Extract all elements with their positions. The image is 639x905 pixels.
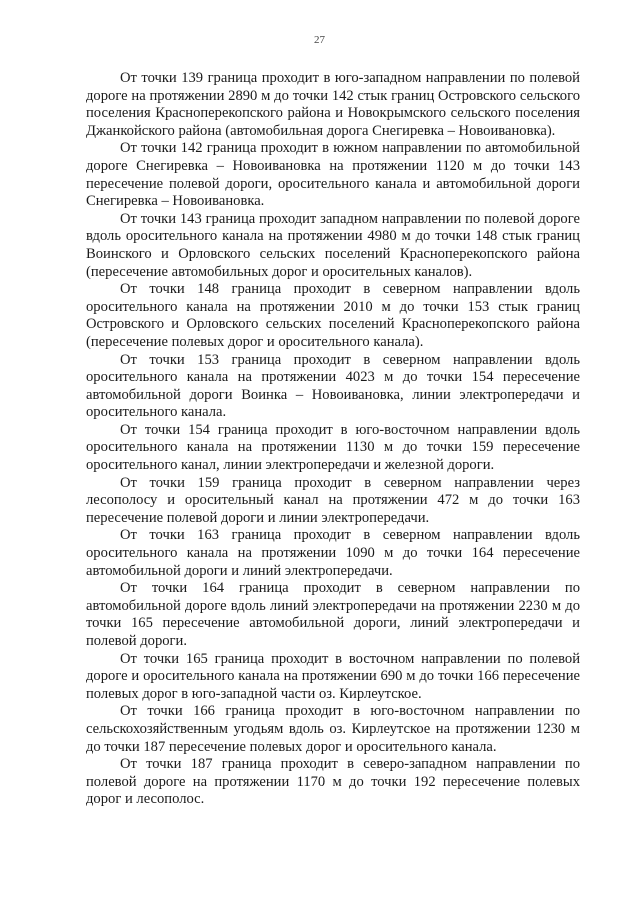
paragraph-7: От точки 159 граница проходит в северном направлении через лесополосу и оросительный канал на протяжении 472 м до точки 163 пересечение полевой дороги и линии электропередачи. <box>86 474 580 526</box>
paragraph-12: От точки 187 граница проходит в северо-западном направлении по полевой дороге на протяжении 1170 м до точки 192 пересечение полевых дорог и лесополос. <box>86 756 580 808</box>
paragraph-1: От точки 139 граница проходит в юго-западном направлении по полевой дороге на протяжении 2890 м до точки 142 стык границ Островского сельского поселения Красноперекопского района и Новокрымского сельского поселения Джанкойского района (автомобильная дорога Снегиревка – Новоивановка). <box>86 70 580 139</box>
paragraph-10: От точки 165 граница проходит в восточном направлении по полевой дороге и оросительного канала на протяжении 690 м до точки 166 пересечение полевых дорог в юго-западной части оз. Кирлеутское. <box>86 650 580 702</box>
paragraph-6: От точки 154 граница проходит в юго-восточном направлении вдоль оросительного канала на протяжении 1130 м до точки 159 пересечение оросительного канал, линии электропередачи и железной дороги. <box>86 421 580 474</box>
page-number: 27 <box>314 34 325 46</box>
paragraph-5: От точки 153 граница проходит в северном направлении вдоль оросительного канала на протяжении 4023 м до точки 154 пересечение автомобильной дороги Воинка – Новоивановка, линии электропередачи и оросительного канала. <box>86 351 580 421</box>
paragraph-11: От точки 166 граница проходит в юго-восточном направлении по сельскохозяйственным угодьям вдоль оз. Кирлеутское на протяжении 1230 м до точки 187 пересечение полевых дорог и оросительного канала. <box>86 703 580 755</box>
paragraph-2: От точки 142 граница проходит в южном направлении по автомобильной дороге Снегиревка – Новоивановка на протяжении 1120 м до точки 143 пересечение полевой дороги, оросительного канала и автомобильной дороги Снегиревка – Новоивановка. <box>86 140 580 210</box>
document-body <box>86 70 580 809</box>
paragraph-8: От точки 163 граница проходит в северном направлении вдоль оросительного канала на протяжении 1090 м до точки 164 пересечение автомобильной дороги и линий электропередачи. <box>86 527 580 579</box>
paragraph-3: От точки 143 граница проходит западном направлении по полевой дороге вдоль оросительного канала на протяжении 4980 м до точки 148 стык границ Воинского и Орловского сельских поселений Красноперекопского района (пересечение автомобильных дорог и оросительных каналов). <box>86 210 580 280</box>
paragraph-4: От точки 148 граница проходит в северном направлении вдоль оросительного канала на протяжении 2010 м до точки 153 стык границ Островского и Орловского сельских поселений Красноперекопского района (пересечение полевых дорог и оросительного канала). <box>86 281 580 350</box>
paragraph-9: От точки 164 граница проходит в северном направлении по автомобильной дороге вдоль линий электропередачи на протяжении 2230 м до точки 165 пересечение автомобильной дороги, линий электропередачи и полевой дороги. <box>86 580 580 649</box>
